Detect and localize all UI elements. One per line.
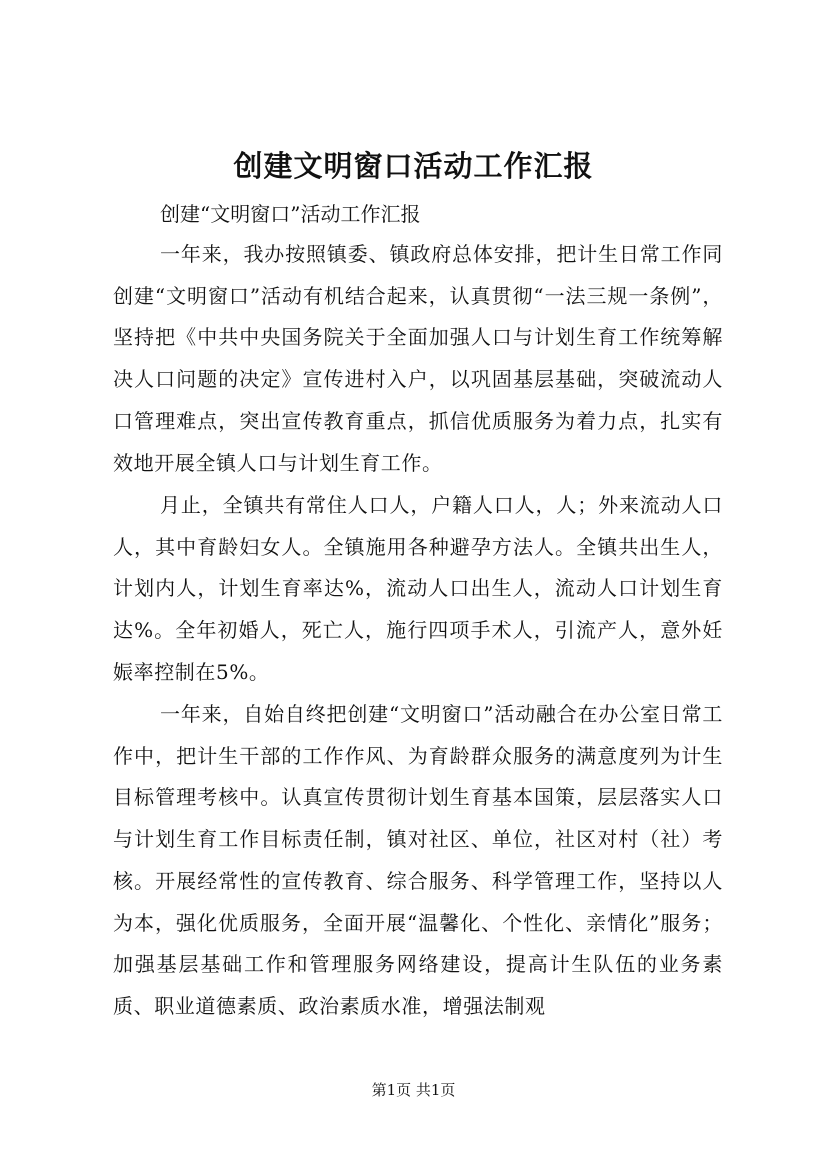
paragraph-1: 一年来，我办按照镇委、镇政府总体安排，把计生日常工作同创建“文明窗口”活动有机结合起来，认真贯彻“一法三规一条例”，坚持把《中共中央国务院关于全面加强人口与计划生育工作统筹解决人口问题的决定》宣传进村入户，以巩固基层基础，突破流动人口管理难点，突出宣传教育重点，抓信优质服务为着力点，扎实有效地开展全镇人口与计划生育工作。 — [113, 242, 723, 475]
page-footer: 第1页 共1页 — [371, 1081, 456, 1099]
paragraph-2: 月止，全镇共有常住人口人，户籍人口人，人；外来流动人口人，其中育龄妇女人。全镇施用各种避孕方法人。全镇共出生人，计划内人，计划生育率达%，流动人口出生人，流动人口计划生育达%。全年初婚人，死亡人，施行四项手术人，引流产人，意外妊娠率控制在5%。 — [113, 493, 723, 684]
paragraph-3: 一年来，自始自终把创建“文明窗口”活动融合在办公室日常工作中，把计生干部的工作作风、为育龄群众服务的满意度列为计生目标管理考核中。认真宣传贯彻计划生育基本国策，层层落实人口与计划生育工作目标责任制，镇对社区、单位，社区对村（社）考核。开展经常性的宣传教育、综合服务、科学管理工作，坚持以人为本，强化优质服务，全面开展“温馨化、个性化、亲情化”服务；加强基层基础工作和管理服务网络建设，提高计生队伍的业务素质、职业道德素质、政治素质水准，增强法制观 — [113, 702, 723, 1018]
document-subtitle: 创建“文明窗口”活动工作汇报 — [160, 202, 421, 226]
document-title: 创建文明窗口活动工作汇报 — [233, 149, 594, 183]
